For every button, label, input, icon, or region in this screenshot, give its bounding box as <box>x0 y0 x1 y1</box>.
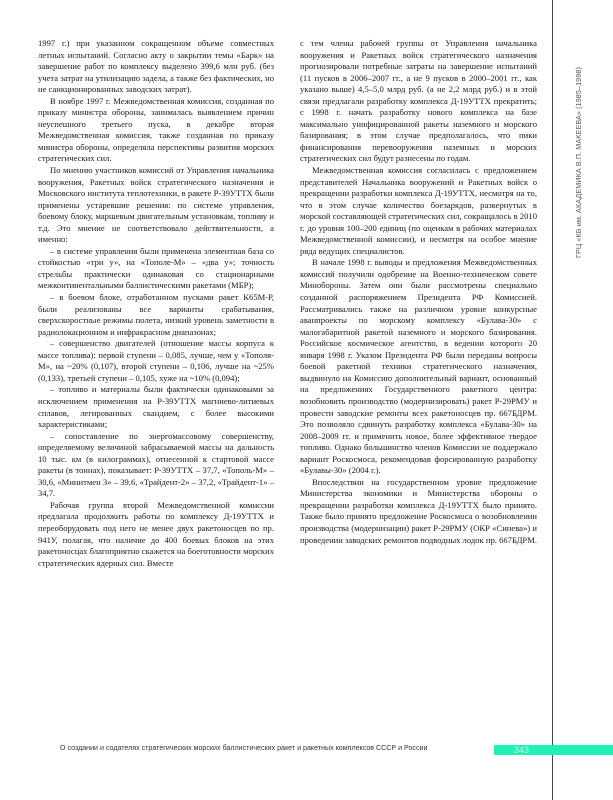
paragraph: с тем члены рабочей группы от Управления начальника вооружения и Ракетных войск стратегического назначения прогнозировали потребные затраты на завершение испытаний (11 пусков в 2006–2007 гг., а не 9 пусков в 2000–2001 гг., как указано выше) 4,5–5,0 млрд руб. (а не 2,2 млрд руб.) и в этой связи предлагали разработку комплекса Д-19УТТХ прекратить; с 1998 г. начать разработку нового комплекса на базе максимально унифицированной ракеты наземного и морского базирования; в этом случае предполагалось, что пики финансирования перевооружения наземных и морских стратегических сил будут разнесены по годам. <box>300 38 537 164</box>
footer-book-title: О создании и содателях стратегических морских баллистических ракет и ракетных комплексов СССР и России <box>60 744 428 752</box>
paragraph: – в боевом блоке, отработанном пусками ракет К65М-Р, были реализованы все варианты срабатывания, сверхскоростные режимы полета, низкий уровень заметности в радиолокационном и инфракрасном диапазонах; <box>38 292 274 337</box>
paragraph: 1997 г.) при указанном сокращенном объеме совместных летных испытаний. Согласно акту о закрытии темы «Барк» на завершение работ по комплексу выделено 399,6 млн руб. (без учета затрат на утилизацию задела, а также без фактических, но не санкционированных заводских затрат). <box>38 38 274 95</box>
paragraph: – топливо и материалы были фактически одинаковыми за исключением применения на Р-39УТТХ магниево-литиевых сплавов, легированных скандием, с более высокими характеристиками; <box>38 384 274 430</box>
paragraph: В начале 1998 г. выводы и предложения Межведомственных комиссий получили одобрение на Военно-техническом совете Минобороны. Затем они были рассмотрены специально созданной распоряжением Президента РФ Комиссией. Рассматривались также на различном уровне конкурсные аванпроекты по морскому комплексу «Булава-30» с малогабаритной ракетой наземного и морского базирования. Российское космическое агентство, в ведении которого 20 января 1998 г. Указом Президента РФ были переданы вопросы боевой ракетной техники стратегического назначения, выдвинуло на Комиссию дополнительный вариант, основанный на предложениях Государственного ракетного центра: возобновить производство (модернизировать) ракет Р-29РМУ и провести заводские ремонты всех ракетоносцев пр. 667БДРМ. Это позволяло сдвинуть разработку комплекса «Булава-30» на 2008–2009 гг. и применить новое, более эффективное твердое топливо. Однако большинство членов Комиссии не поддержало вариант Роскосмоса, рекомендовав форсированную разработку «Булавы-30» (2004 г.). <box>300 257 537 476</box>
paragraph: Рабочая группа второй Межведомственной комиссии предлагала продолжить работы по комплексу Д-19УТТХ и переоборудовать под него не менее двух ракетоносцев по пр. 941У, полагая, что наличие до 400 боевых блоков на этих ракетоносцах благоприятно скажется на боеготовности морских стратегических ядерных сил. Вместе <box>38 499 274 568</box>
right-text-column <box>300 38 537 546</box>
paragraph: – совершенство двигателей (отношение массы корпуса к массе топлива): первой ступени – 0,085, лучше, чем у «Тополя-М», на ~20% (0,107), второй ступени – 0,106, лучше на ~25% (0,133), третьей ступени – 0,105, хуже на ~10% (0,094); <box>38 338 274 383</box>
paragraph: Межведомственная комиссия согласилась с предложением представителей Начальника вооружений и Ракетных войск о прекращении разработки комплекса Д-19УТТХ, несмотря на то, что в этом случае количество боезарядов, развернутых в морской составляющей стратегических сил, сокращалось в 2010 г. до уровня 100–200 единиц (по оценкам в рабочих материалах Межведомственной комиссии), и несмотря на особое мнение ряда ведущих специалистов. <box>300 165 537 256</box>
paragraph: – сопоставление по энергомассовому совершенству, определяемому величиной забрасываемой массы на дальность 10 тыс. км (в килограммах), отнесенной к стартовой массе ракеты (в тоннах), показывает: Р-39УТТХ – 37,7, «Тополь-М» – 30,6, «Минитмен 3» – 39,6, «Трайдент-2» – 37,2, «Трайдент-1» – 34,7. <box>38 430 274 499</box>
paragraph: В ноябре 1997 г. Межведомственная комиссия, созданная по приказу министра обороны, занималась выявлением причин неуспешного третьего пуска, в декабре вторая Межведомственная комиссия, также созданная по приказу министра обороны, определяла перспективы развития морских стратегических сил. <box>38 95 274 164</box>
paragraph: По мнению участников комиссий от Управления начальника вооружения, Ракетных войск стратегического назначения и Московского института теплотехники, в ракете Р-39УТТХ были применены устаревшие решения: по системе управления, боевому блоку, маршевым двигательным установкам, топливу и т.д. Это мнение не соответствовало действительности, а именно: <box>38 165 274 245</box>
page-number: 343 <box>514 745 530 755</box>
running-header-vertical: ГРЦ «КБ им. АКАДЕМИКА В.П. МАКЕЕВА» (1985–1998) <box>574 67 583 258</box>
paragraph: – в системе управления были применена элементная база со стойкостью «три у», на «Тополе-М» – «два у»; точность стрельбы практически одинаковая со стационарными межконтинентальными баллистическими ракетами (МБР); <box>38 245 274 291</box>
page-number-bar <box>494 745 613 755</box>
paragraph: Впоследствии на государственном уровне предложение Министерства экономики и Министерства обороны о прекращении разработки комплекса Д-19УТТХ было принято. Также было принято предложение Роскосмоса о возобновлении производства (модернизации) ракет Р-29РМУ (ОКР «Синева») и проведении заводских ремонтов подводных лодок пр. 667БДРМ. <box>300 476 537 545</box>
left-text-column <box>38 38 274 569</box>
margin-rule <box>552 0 553 800</box>
